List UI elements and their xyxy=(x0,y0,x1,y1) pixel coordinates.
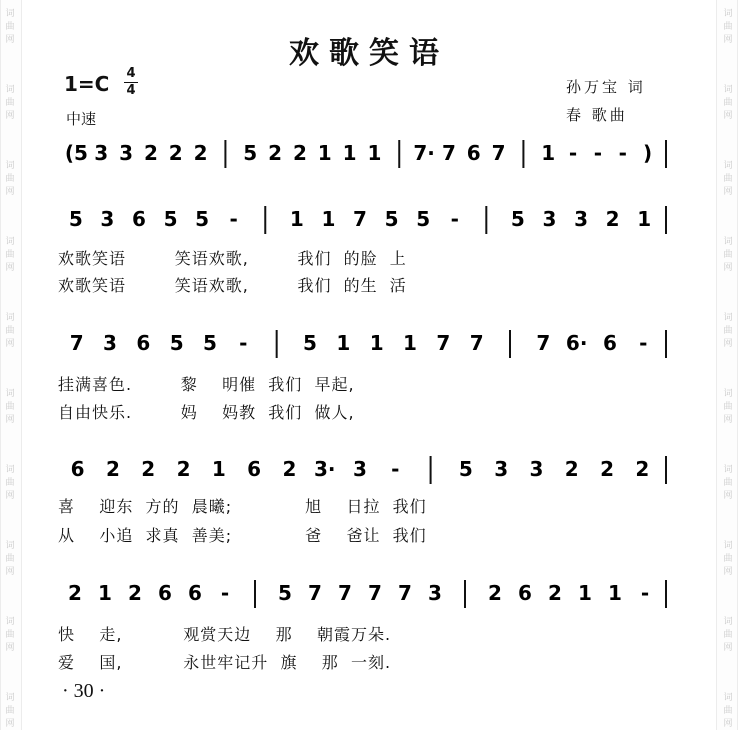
note: 5 xyxy=(384,207,399,231)
note: 7 xyxy=(441,141,456,165)
lyric-line-3-v1: 喜 迎东 方的 晨曦; 旭 日拉 我们 xyxy=(58,497,427,516)
watermark-char: 网 xyxy=(723,263,733,273)
note: 1 xyxy=(637,207,652,231)
watermark-char: 曲 xyxy=(5,174,15,184)
watermark-char: 曲 xyxy=(5,706,15,716)
key-signature: 1=C xyxy=(64,72,110,96)
note: 7 xyxy=(469,331,484,355)
note: 1 xyxy=(321,207,336,231)
note: 7 xyxy=(436,331,451,355)
note: 7· xyxy=(413,141,435,165)
note: 5 xyxy=(169,331,184,355)
note: 2 xyxy=(193,141,208,165)
watermark-char: 曲 xyxy=(723,174,733,184)
note: 7 xyxy=(398,581,412,605)
note: 1 xyxy=(541,141,556,165)
note: - xyxy=(640,581,650,605)
note: 2 xyxy=(548,581,562,605)
watermark-char: 词 xyxy=(5,693,15,703)
lyric-line-2-v1: 挂满喜色. 黎 明催 我们 早起, xyxy=(58,375,355,394)
note: - xyxy=(639,331,648,355)
note: 2 xyxy=(564,457,579,481)
note: - xyxy=(239,331,248,355)
note: 6 xyxy=(131,207,146,231)
watermark-char: 词 xyxy=(723,693,733,703)
watermark-char: 网 xyxy=(723,187,733,197)
lyric-line-4-v1: 快 走, 观赏天边 那 朝霞万朵. xyxy=(58,625,392,644)
watermark-char: 网 xyxy=(723,339,733,349)
note: 7 xyxy=(536,331,551,355)
note: 5 xyxy=(510,207,525,231)
note: 6 xyxy=(70,457,85,481)
note: 1 xyxy=(317,141,332,165)
note: 1 xyxy=(578,581,592,605)
note: 5 xyxy=(195,207,210,231)
watermark-char: 曲 xyxy=(723,630,733,640)
note: - xyxy=(220,581,230,605)
note: - xyxy=(391,457,400,481)
watermark-char: 曲 xyxy=(723,22,733,32)
watermark-char: 曲 xyxy=(723,98,733,108)
watermark-char: 词 xyxy=(723,85,733,95)
note: 5 xyxy=(278,581,292,605)
note: ) xyxy=(643,141,653,165)
watermark-char: 网 xyxy=(5,263,15,273)
page-number: · 30 · xyxy=(62,680,106,702)
watermark-char: 网 xyxy=(5,35,15,45)
time-top: 4 xyxy=(126,66,136,81)
watermark-char: 网 xyxy=(5,187,15,197)
watermark-char: 词 xyxy=(5,9,15,19)
note: 5 xyxy=(458,457,473,481)
note: 5 xyxy=(163,207,178,231)
note: 5 xyxy=(243,141,258,165)
watermark-char: 词 xyxy=(5,389,15,399)
watermark-char: 词 xyxy=(723,237,733,247)
watermark-char: 网 xyxy=(723,491,733,501)
note: 1 xyxy=(342,141,357,165)
song-title: 欢歌笑语 xyxy=(289,36,449,71)
watermark-char: 词 xyxy=(723,541,733,551)
watermark-char: 网 xyxy=(723,415,733,425)
note: 1 xyxy=(336,331,351,355)
note: 7 xyxy=(491,141,506,165)
watermark-char: 曲 xyxy=(723,250,733,260)
watermark-char: 词 xyxy=(723,9,733,19)
note: 1 xyxy=(403,331,417,355)
note: 3 xyxy=(494,457,509,481)
note: 7 xyxy=(69,331,84,355)
note: 2 xyxy=(141,457,156,481)
note: 2 xyxy=(488,581,502,605)
watermark-char: 曲 xyxy=(723,706,733,716)
note: 3 xyxy=(100,207,115,231)
note: 2 xyxy=(292,141,307,165)
note: 5 xyxy=(303,331,317,355)
note: 2 xyxy=(282,457,297,481)
note: 6 xyxy=(136,331,151,355)
watermark-char: 词 xyxy=(5,161,15,171)
lyric-line-3-v2: 从 小追 求真 善美; 爸 爸让 我们 xyxy=(58,526,427,545)
lyric-line-1-v2: 欢歌笑语 笑语欢歌, 我们 的生 活 xyxy=(58,276,407,295)
note: 2 xyxy=(600,457,615,481)
note: 1 xyxy=(367,141,382,165)
watermark-char: 网 xyxy=(723,719,733,729)
watermark-char: 词 xyxy=(5,237,15,247)
note: 1 xyxy=(369,331,384,355)
watermark-char: 网 xyxy=(723,643,733,653)
note: 2 xyxy=(143,141,158,165)
note: 2 xyxy=(68,581,82,605)
lyricist-credit: 孙万宝 词 xyxy=(566,78,646,96)
watermark-char: 网 xyxy=(5,719,15,729)
note: 5 xyxy=(68,207,83,231)
note: 7 xyxy=(353,207,367,231)
note: - xyxy=(618,141,627,165)
watermark-char: 词 xyxy=(5,465,15,475)
watermark-char: 词 xyxy=(723,313,733,323)
note: 6 xyxy=(158,581,172,605)
tempo-marking: 中速 xyxy=(66,110,97,128)
watermark-char: 曲 xyxy=(723,326,733,336)
lyric-line-2-v2: 自由快乐. 妈 妈教 我们 做人, xyxy=(58,403,355,422)
watermark-char: 网 xyxy=(5,643,15,653)
watermark-char: 曲 xyxy=(5,98,15,108)
watermark-char: 曲 xyxy=(723,402,733,412)
watermark-char: 词 xyxy=(5,85,15,95)
note: 5 xyxy=(416,207,431,231)
watermark-char: 网 xyxy=(5,567,15,577)
note: 3 xyxy=(529,457,544,481)
note: 3 xyxy=(103,331,117,355)
watermark-char: 网 xyxy=(5,491,15,501)
note: 6 xyxy=(518,581,532,605)
time-bottom: 4 xyxy=(126,83,136,98)
watermark-char: 曲 xyxy=(723,554,733,564)
note: 3· xyxy=(313,457,336,481)
note: 5 xyxy=(203,331,217,355)
note: 6 xyxy=(247,457,262,481)
watermark-char: 网 xyxy=(5,111,15,121)
note: 3 xyxy=(542,207,557,231)
note: 2 xyxy=(268,141,283,165)
note: 3 xyxy=(94,141,109,165)
note: - xyxy=(229,207,238,231)
note: 6· xyxy=(565,331,588,355)
watermark-char: 词 xyxy=(723,617,733,627)
watermark-char: 曲 xyxy=(5,478,15,488)
note: 3 xyxy=(428,581,442,605)
note: 2 xyxy=(605,207,620,231)
watermark-char: 词 xyxy=(723,389,733,399)
note: 2 xyxy=(635,457,650,481)
note: 1 xyxy=(289,207,304,231)
watermark-char: 曲 xyxy=(723,478,733,488)
watermark-char: 词 xyxy=(5,617,15,627)
watermark-char: 网 xyxy=(5,415,15,425)
watermark-char: 曲 xyxy=(5,250,15,260)
note: - xyxy=(450,207,459,231)
watermark-char: 网 xyxy=(723,111,733,121)
note: 6 xyxy=(188,581,202,605)
watermark-char: 网 xyxy=(723,567,733,577)
note: 6 xyxy=(466,141,481,165)
watermark-char: 词 xyxy=(5,313,15,323)
lyric-line-4-v2: 爱 国, 永世牢记升 旗 那 一刻. xyxy=(58,653,392,672)
note: 2 xyxy=(176,457,191,481)
lyric-line-1-v1: 欢歌笑语 笑语欢歌, 我们 的脸 上 xyxy=(58,249,407,268)
watermark-char: 词 xyxy=(723,465,733,475)
watermark-char: 词 xyxy=(5,541,15,551)
note: 2 xyxy=(128,581,142,605)
note: 7 xyxy=(338,581,352,605)
note: 3 xyxy=(574,207,589,231)
note: - xyxy=(593,141,603,165)
note: 1 xyxy=(608,581,622,605)
note: 2 xyxy=(168,141,183,165)
watermark-char: 词 xyxy=(723,161,733,171)
composer-credit: 春 歌曲 xyxy=(566,106,628,124)
watermark-char: 曲 xyxy=(5,402,15,412)
note: 2 xyxy=(105,457,120,481)
note: 3 xyxy=(119,141,134,165)
note: 1 xyxy=(98,581,112,605)
note: - xyxy=(568,141,578,165)
note: 6 xyxy=(603,331,617,355)
watermark-char: 曲 xyxy=(5,326,15,336)
watermark-char: 曲 xyxy=(5,630,15,640)
note: 3 xyxy=(353,457,367,481)
watermark-char: 曲 xyxy=(5,22,15,32)
watermark-char: 网 xyxy=(723,35,733,45)
note: 7 xyxy=(368,581,382,605)
note: 1 xyxy=(211,457,226,481)
watermark-char: 网 xyxy=(5,339,15,349)
note: 7 xyxy=(308,581,322,605)
note: (5 xyxy=(64,141,88,165)
watermark-char: 曲 xyxy=(5,554,15,564)
